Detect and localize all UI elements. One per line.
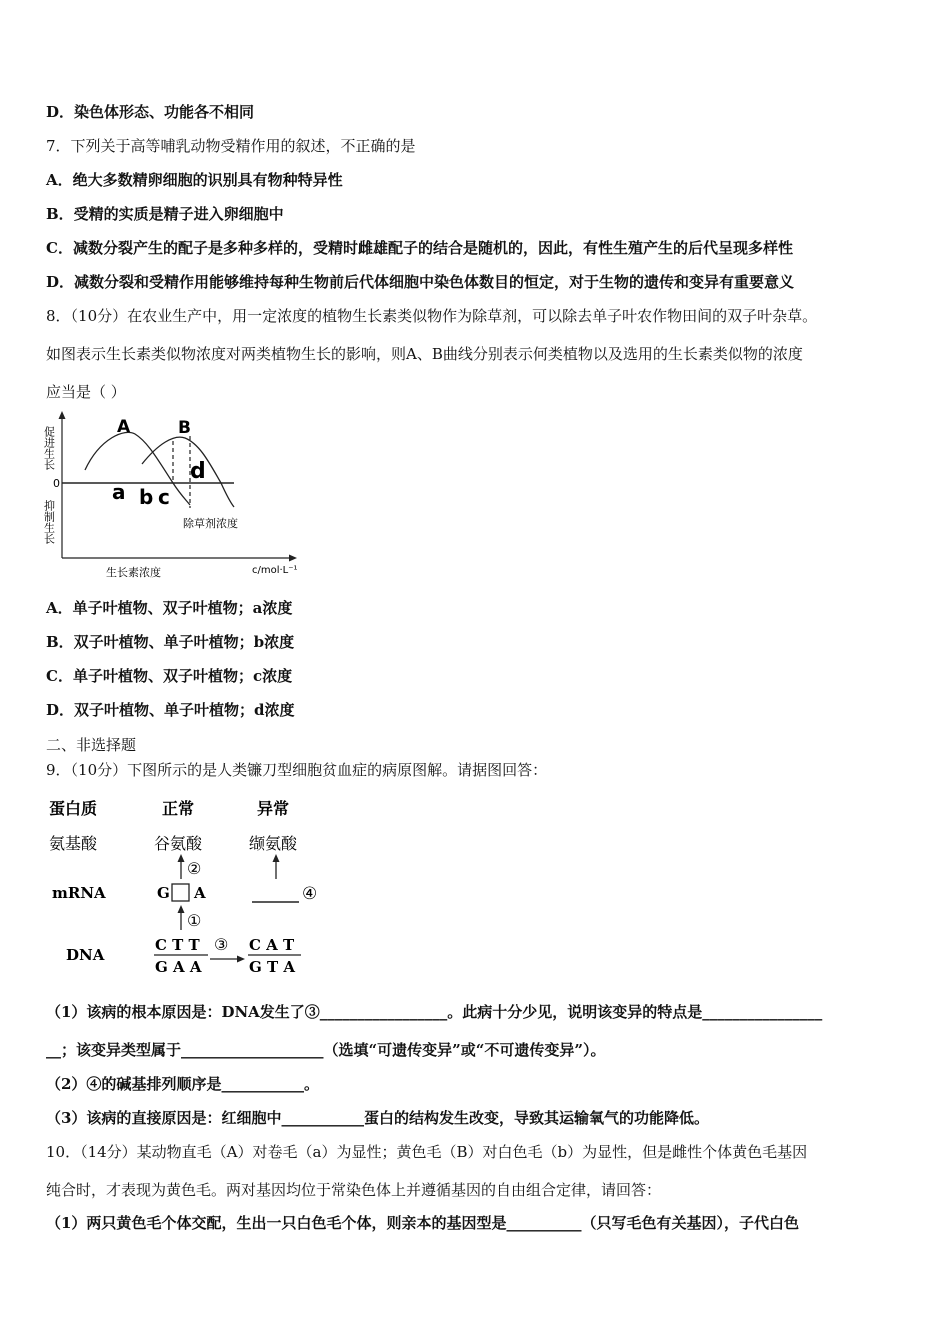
step-3-label: ③: [214, 935, 229, 954]
q8-option-a: A．单子叶植物、双子叶植物；a浓度: [46, 599, 293, 617]
question-9-stem: 9．（10分）下图所示的是人类镰刀型细胞贫血症的病原图解。请据图回答：: [46, 761, 548, 779]
x-axis-label: 生长素浓度: [106, 566, 161, 579]
step-4-label: ④: [302, 884, 318, 904]
dna-normal-bottom: G A A: [155, 958, 202, 976]
q10-part-1: （1）两只黄色毛个体交配，生出一只白色毛个体，则亲本的基因型是__________（只写毛色有关基因），子代白色: [46, 1214, 799, 1232]
q9-part-1a: （1）该病的根本原因是：DNA发生了③_________________。此病十分少见，说明该变异的特点是________________: [46, 1003, 823, 1021]
option-d-q6: D．染色体形态、功能各不相同: [46, 103, 255, 121]
row-dna: DNA: [66, 946, 105, 964]
curve-b-label: B: [178, 418, 191, 438]
question-7-stem: 7．下列关于高等哺乳动物受精作用的叙述，不正确的是: [46, 137, 416, 155]
label-d: d: [190, 459, 206, 484]
question-8-stem-2: 如图表示生长素类似物浓度对两类植物生长的影响，则A、B曲线分别表示何类植物以及选用的生长素类似物的浓度: [46, 345, 803, 363]
row-mrna: mRNA: [52, 884, 106, 902]
curve-a-label: A: [117, 417, 131, 437]
dna-normal-top: C T T: [155, 936, 200, 954]
auxin-graph-figure: [40, 408, 340, 583]
header-normal: 正常: [162, 799, 195, 818]
q7-option-a: A．绝大多数精卵细胞的识别具有物种特异性: [46, 171, 343, 189]
question-8-stem-3: 应当是（ ）: [46, 383, 126, 401]
question-10-stem-1: 10．（14分）某动物直毛（A）对卷毛（a）为显性；黄色毛（B）对白色毛（b）为显性，但是雌性个体黄色毛基因: [46, 1143, 808, 1161]
q7-option-d: D．减数分裂和受精作用能够维持每种生物前后代体细胞中染色体数目的恒定，对于生物的遗传和变异有重要意义: [46, 273, 795, 291]
dna-mutant-bottom: G T A: [249, 958, 296, 976]
mrna-blank-box: [172, 884, 189, 901]
unit-label: c/mol·L⁻¹: [252, 565, 298, 576]
header-abnormal: 异常: [257, 799, 290, 818]
q9-part-3: （3）该病的直接原因是：红细胞中___________蛋白的结构发生改变，导致其运输氧气的功能降低。: [46, 1109, 709, 1127]
y-bottom-label: 抑制生长: [42, 500, 56, 544]
q7-option-b: B．受精的实质是精子进入卵细胞中: [46, 205, 284, 223]
y-top-label: 促进生长: [42, 426, 56, 470]
label-a: a: [112, 480, 126, 504]
q8-option-c: C．单子叶植物、双子叶植物；c浓度: [46, 667, 293, 685]
question-10-stem-2: 纯合时，才表现为黄色毛。两对基因均位于常染色体上并遵循基因的自由组合定律，请回答：: [46, 1181, 662, 1199]
section-heading: 二、非选择题: [46, 736, 137, 754]
label-c: c: [158, 485, 170, 509]
step-1-label: ①: [187, 911, 202, 930]
q8-option-d: D．双子叶植物、单子叶植物；d浓度: [46, 701, 295, 719]
amino-acid-abnormal: 缬氨酸: [249, 834, 298, 853]
herbicide-label: 除草剂浓度: [183, 517, 238, 530]
x-axis-arrow: [289, 555, 297, 562]
curve-b: [142, 437, 234, 507]
y-axis-arrow: [59, 411, 66, 419]
q7-option-c: C．减数分裂产生的配子是多种多样的，受精时雌雄配子的结合是随机的，因此，有性生殖产生的后代呈现多样性: [46, 239, 793, 257]
sickle-cell-diagram: [44, 792, 344, 987]
amino-acid-normal: 谷氨酸: [154, 834, 203, 853]
step-2-label: ②: [187, 859, 202, 878]
label-b: b: [139, 485, 154, 509]
q8-option-b: B．双子叶植物、单子叶植物；b浓度: [46, 633, 295, 651]
dna-mutant-top: C A T: [249, 936, 295, 954]
header-protein: 蛋白质: [49, 799, 98, 818]
mrna-base-right: A: [194, 884, 206, 902]
row-amino-acid: 氨基酸: [49, 834, 98, 853]
mrna-base-left: G: [157, 884, 170, 902]
q9-part-2: （2）④的碱基排列顺序是___________。: [46, 1075, 319, 1093]
curve-a: [85, 432, 190, 505]
q9-part-1b: __；该变异类型属于___________________（选填“可遗传变异”或“不可遗传变异”）。: [46, 1041, 606, 1059]
zero-label: 0: [53, 477, 60, 490]
question-8-stem-1: 8．（10分）在农业生产中，用一定浓度的植物生长素类似物作为除草剂，可以除去单子叶农作物田间的双子叶杂草。: [46, 307, 818, 325]
